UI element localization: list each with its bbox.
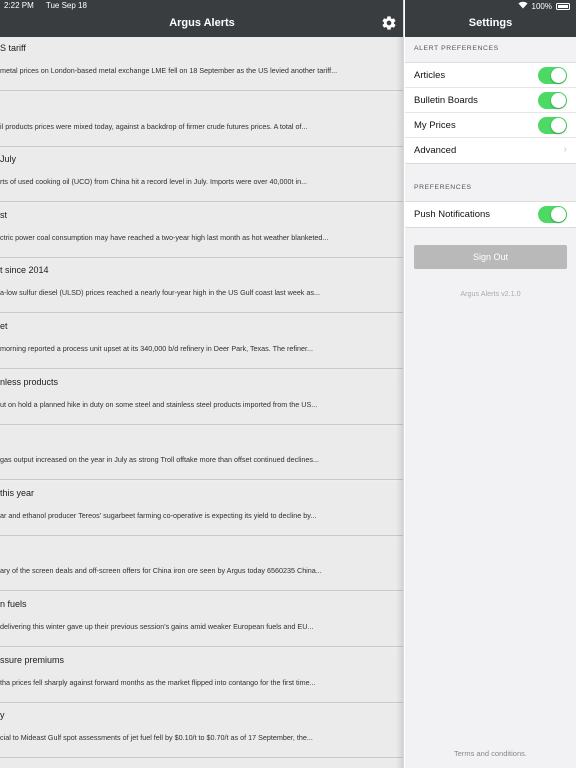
status-bar-right bbox=[518, 1, 570, 11]
article-title: et bbox=[0, 320, 8, 331]
my-prices-label: My Prices bbox=[414, 119, 456, 131]
alert-preferences-group bbox=[405, 62, 576, 164]
article-title: July bbox=[0, 154, 17, 165]
right-nav-bar bbox=[405, 0, 576, 37]
settings-title: Settings bbox=[468, 17, 513, 29]
article-snippet: ary of the screen deals and off-screen offers for China iron ore seen by Argus today 6560235 China... bbox=[0, 566, 322, 576]
article-card[interactable] bbox=[0, 649, 404, 703]
article-card[interactable] bbox=[0, 482, 404, 536]
article-title: nless products bbox=[0, 376, 59, 387]
status-time: 2:22 PM bbox=[4, 1, 34, 10]
article-title: st bbox=[0, 209, 8, 220]
article-snippet: ar and ethanol producer Tereos' sugarbeet farming co-operative is expecting its yield to decline by... bbox=[0, 510, 317, 520]
article-card[interactable] bbox=[0, 593, 404, 647]
bulletin-boards-row bbox=[405, 88, 576, 113]
battery-icon bbox=[556, 3, 570, 10]
push-notifications-label: Push Notifications bbox=[414, 209, 491, 220]
toggle-knob bbox=[551, 93, 566, 108]
article-card[interactable] bbox=[0, 371, 404, 425]
article-title: ssure premiums bbox=[0, 654, 65, 665]
article-title: y bbox=[0, 710, 5, 721]
wifi-icon bbox=[518, 1, 528, 11]
article-card[interactable] bbox=[0, 537, 404, 591]
push-notifications-toggle[interactable] bbox=[538, 206, 567, 223]
article-title: this year bbox=[0, 487, 35, 498]
alert-preferences-header: ALERT PREFERENCES bbox=[414, 45, 499, 52]
left-nav-bar bbox=[0, 0, 404, 37]
article-card[interactable] bbox=[0, 426, 404, 480]
articles-row bbox=[405, 63, 576, 88]
push-notifications-row bbox=[405, 202, 576, 227]
settings-pane bbox=[405, 0, 576, 768]
article-card[interactable] bbox=[0, 148, 404, 202]
article-card[interactable] bbox=[0, 760, 404, 768]
article-card[interactable] bbox=[0, 259, 404, 313]
chevron-right-icon: › bbox=[563, 144, 567, 155]
article-snippet: delivering this winter gave up their previous session's gains amid weaker European fuels and EU... bbox=[0, 621, 314, 631]
article-snippet: ctric power coal consumption may have reached a two-year high last month as hot weather blanketed... bbox=[0, 232, 329, 242]
bulletin-boards-toggle[interactable] bbox=[538, 92, 567, 109]
article-snippet: morning reported a process unit upset at its 340,000 b/d refinery in Deer Park, Texas. The refiner... bbox=[0, 343, 313, 353]
gear-icon[interactable] bbox=[381, 15, 397, 31]
preferences-header: PREFERENCES bbox=[414, 184, 472, 191]
bulletin-boards-label: Bulletin Boards bbox=[414, 94, 478, 106]
article-snippet: gas output increased on the year in July as strong Troll offtake more than offset continued declines... bbox=[0, 455, 319, 465]
article-card[interactable] bbox=[0, 704, 404, 758]
my-prices-toggle[interactable] bbox=[538, 117, 567, 134]
toggle-knob bbox=[551, 207, 566, 222]
status-date: Tue Sep 18 bbox=[45, 1, 87, 10]
article-snippet: ut on hold a planned hike in duty on some steel and stainless steel products imported from the US... bbox=[0, 399, 318, 409]
preferences-group bbox=[405, 201, 576, 228]
article-card[interactable] bbox=[0, 204, 404, 258]
article-title: n fuels bbox=[0, 598, 27, 609]
terms-link[interactable]: Terms and conditions. bbox=[454, 749, 527, 758]
articles-toggle[interactable] bbox=[538, 67, 567, 84]
advanced-label: Advanced bbox=[414, 145, 457, 156]
article-list bbox=[0, 37, 404, 768]
app-version: Argus Alerts v2.1.0 bbox=[460, 289, 521, 298]
article-snippet: a-low sulfur diesel (ULSD) prices reached a nearly four-year high in the US Gulf coast last week as... bbox=[0, 288, 320, 298]
sign-out-button[interactable]: Sign Out bbox=[414, 245, 567, 269]
articles-label: Articles bbox=[414, 69, 446, 81]
my-prices-row bbox=[405, 113, 576, 138]
article-snippet: rts of used cooking oil (UCO) from China hit a record level in July. Imports were over 40,000t in... bbox=[0, 177, 308, 187]
article-title: S tariff bbox=[0, 43, 26, 53]
toggle-knob bbox=[551, 68, 566, 83]
article-card[interactable] bbox=[0, 37, 404, 91]
article-snippet: tha prices fell sharply against forward months as the market flipped into contango for the first time... bbox=[0, 677, 316, 687]
toggle-knob bbox=[551, 118, 566, 133]
article-card[interactable] bbox=[0, 93, 404, 147]
article-card[interactable] bbox=[0, 315, 404, 369]
article-snippet: il products prices were mixed today, against a backdrop of firmer crude futures prices. A total of... bbox=[0, 121, 308, 131]
status-bar-left bbox=[4, 1, 97, 10]
battery-percent: 100% bbox=[531, 1, 552, 11]
advanced-row[interactable] bbox=[405, 138, 576, 163]
article-snippet: metal prices on London-based metal exchange LME fell on 18 September as the US levied another tariff... bbox=[0, 66, 338, 75]
pane-divider bbox=[403, 0, 404, 768]
article-snippet: cial to Mideast Gulf spot assessments of jet fuel fell by $0.10/t to $0.70/t as of 17 September, the... bbox=[0, 733, 313, 743]
article-title: t since 2014 bbox=[0, 265, 49, 276]
left-title: Argus Alerts bbox=[169, 17, 235, 29]
